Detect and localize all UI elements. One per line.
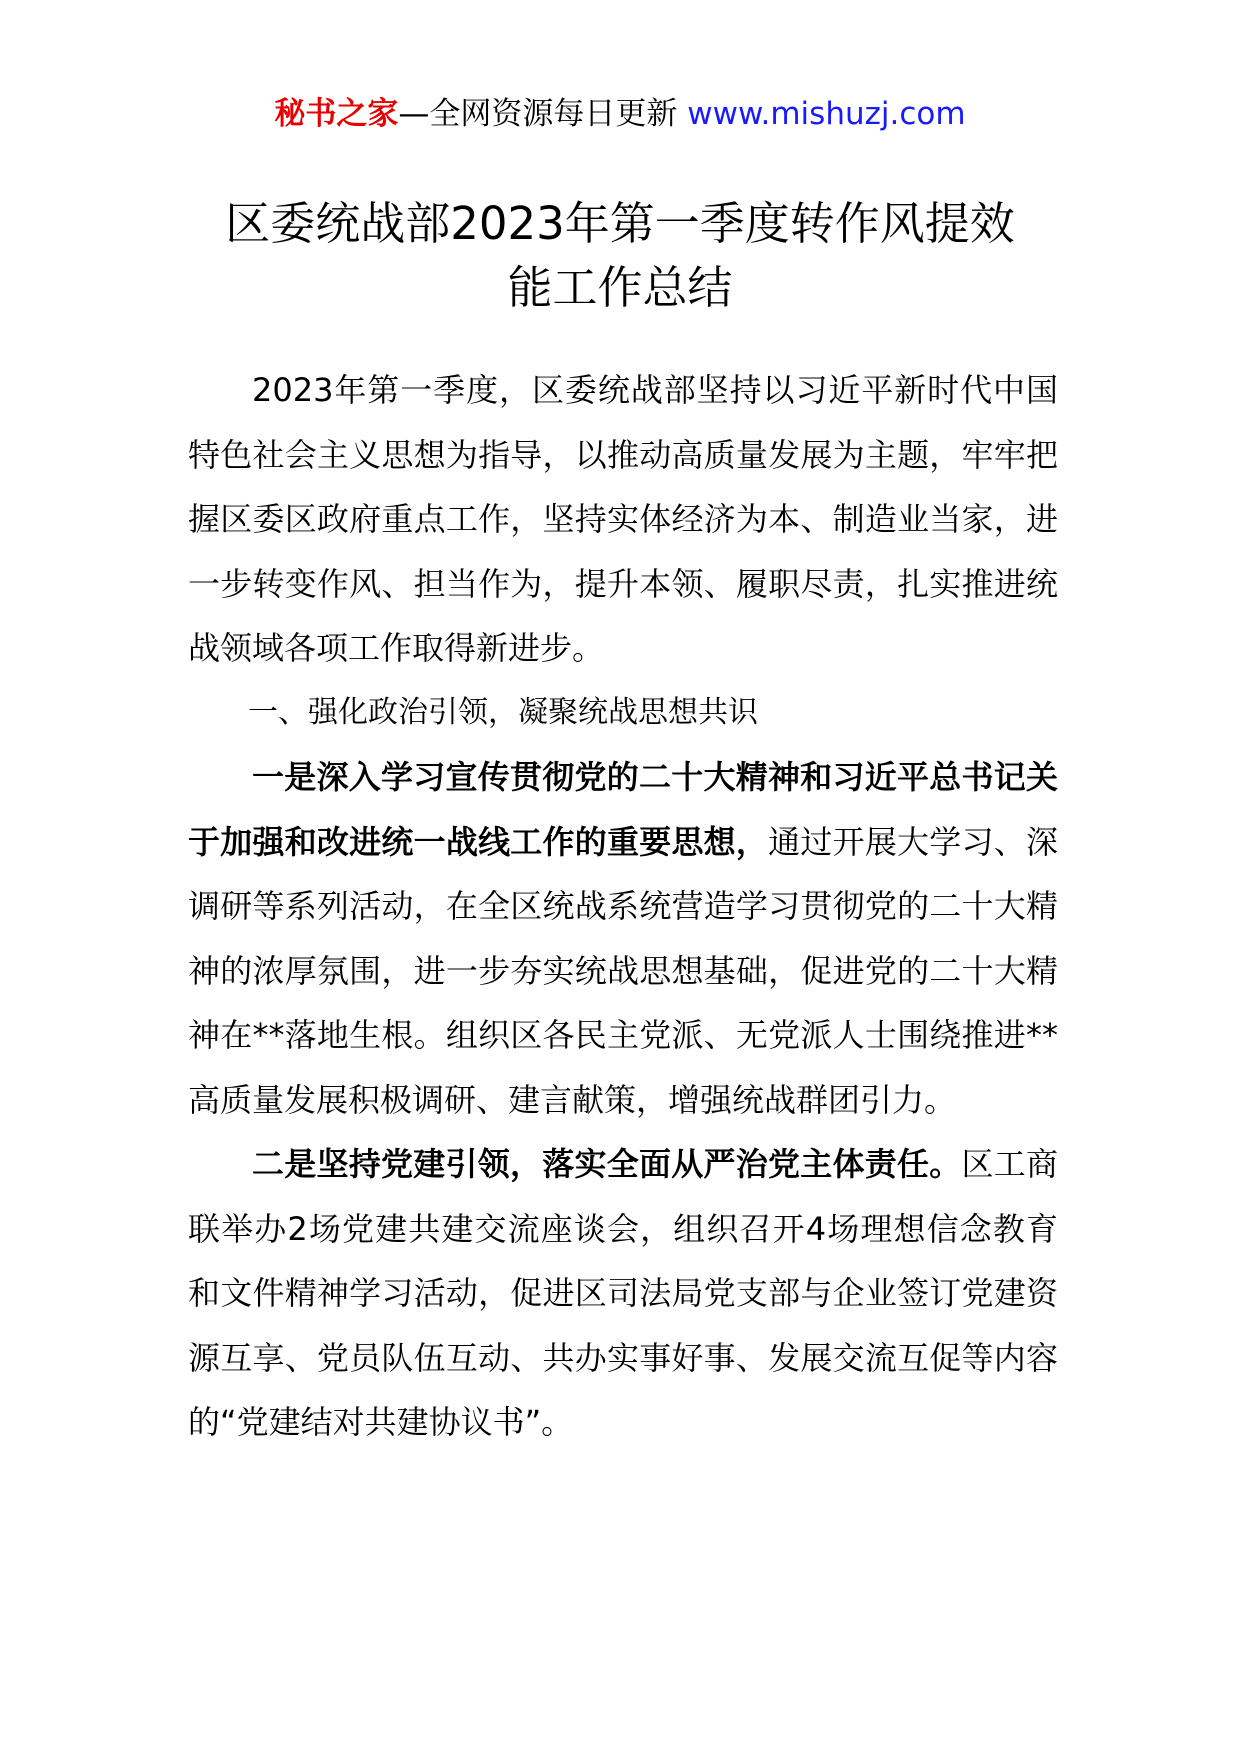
paragraph-2 <box>188 1132 1058 1455</box>
document-title-line-1: 区委统战部2023年第一季度转作风提效 <box>225 197 1015 250</box>
site-header <box>0 94 1240 134</box>
header-tagline: —全网资源每日更新 <box>398 96 678 132</box>
document-title-line-2: 能工作总结 <box>507 261 733 314</box>
intro-paragraph: 2023年第一季度，区委统战部坚持以习近平新时代中国特色社会主义思想为指导，以推动高质量发展为主题，牢牢把握区委区政府重点工作，坚持实体经济为本、制造业当家，进一步转变作风、担当作为，提升本领、履职尽责，扎实推进统战领域各项工作取得新进步。 <box>188 371 1058 667</box>
section-heading: 一、强化政治引领，凝聚统战思想共识 <box>248 694 758 730</box>
paragraph-1-text: 通过开展大学习、深调研等系列活动，在全区统战系统营造学习贯彻党的二十大精神的浓厚氛围，进一步夯实统战思想基础，促进党的二十大精神在**落地生根。组织区各民主党派、无党派人士围绕推进**高质量发展积极调研、建言献策，增强统战群团引力。 <box>188 822 1058 1119</box>
document-title <box>150 192 1090 320</box>
paragraph-2-text: 区工商联举办2场党建共建交流座谈会，组织召开4场理想信念教育和文件精神学习活动，促进区司法局党支部与企业签订党建资源互享、党员队伍互动、共办实事好事、发展交流互促等内容的“党建结对共建协议书”。 <box>188 1145 1058 1441</box>
brand-name: 秘书之家 <box>274 96 399 132</box>
paragraph-2-lead: 二是坚持党建引领，落实全面从严治党主体责任。 <box>252 1145 962 1183</box>
document-body <box>188 358 1058 1455</box>
site-url-link[interactable]: www.mishuzj.com <box>687 96 966 132</box>
paragraph-1-lead: 一是深入学习宣传贯彻党的二十大精神和习近平总书记关于加强和改进统一战线工作的重要思想， <box>188 758 1058 861</box>
paragraph-1 <box>188 745 1058 1132</box>
